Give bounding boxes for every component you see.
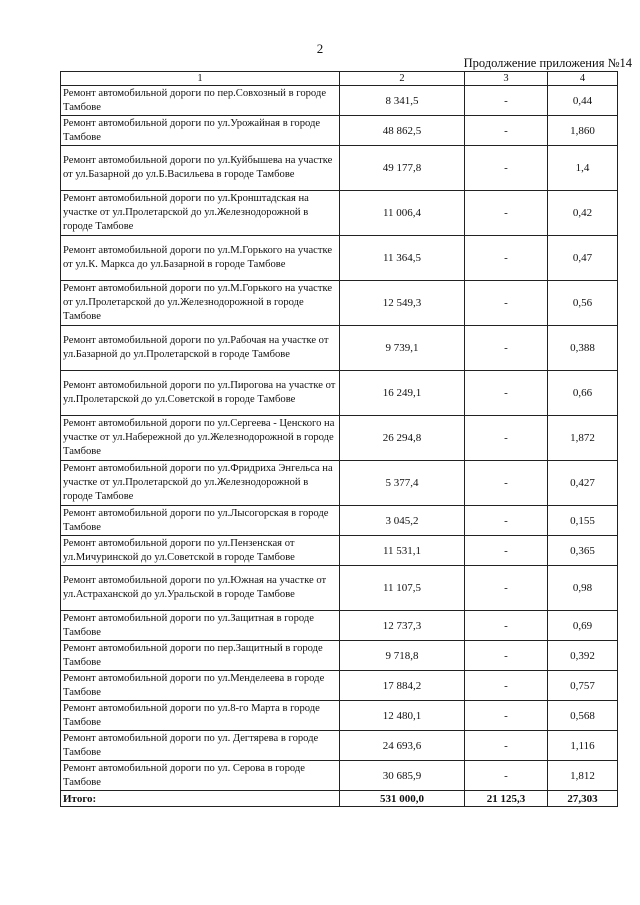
column3-value: -: [465, 191, 548, 236]
column3-value: -: [465, 86, 548, 116]
length-value: 0,568: [548, 701, 618, 731]
table-row: [61, 116, 618, 146]
table-row: [61, 611, 618, 641]
amount-value: 9 739,1: [340, 326, 465, 371]
length-value: 0,365: [548, 536, 618, 566]
work-description: Ремонт автомобильной дороги по ул.Сергеева - Ценского на участке от ул.Набережной до ул.Железнодорожной в городе Тамбове: [61, 416, 340, 461]
amount-value: 11 107,5: [340, 566, 465, 611]
table-row: [61, 566, 618, 611]
length-value: 0,757: [548, 671, 618, 701]
length-value: 1,4: [548, 146, 618, 191]
works-table: [60, 71, 618, 807]
amount-value: 8 341,5: [340, 86, 465, 116]
page-number: 2: [316, 41, 324, 56]
table-row: [61, 641, 618, 671]
total-length: 27,303: [548, 791, 618, 807]
amount-value: 12 549,3: [340, 281, 465, 326]
continuation-caption: Продолжение приложения №14: [463, 56, 632, 70]
column-number: 1: [61, 72, 340, 86]
table-row: [61, 86, 618, 116]
amount-value: 30 685,9: [340, 761, 465, 791]
column3-value: -: [465, 236, 548, 281]
work-description: Ремонт автомобильной дороги по ул.Урожайная в городе Тамбове: [61, 116, 340, 146]
length-value: 1,872: [548, 416, 618, 461]
table-row: [61, 326, 618, 371]
work-description: Ремонт автомобильной дороги по ул. Дегтярева в городе Тамбове: [61, 731, 340, 761]
column3-value: -: [465, 671, 548, 701]
column-number: 2: [340, 72, 465, 86]
work-description: Ремонт автомобильной дороги по ул.8-го Марта в городе Тамбове: [61, 701, 340, 731]
column3-value: -: [465, 416, 548, 461]
column3-value: -: [465, 761, 548, 791]
table-row: [61, 371, 618, 416]
length-value: 1,860: [548, 116, 618, 146]
length-value: 0,98: [548, 566, 618, 611]
total-amount: 531 000,0: [340, 791, 465, 807]
work-description: Ремонт автомобильной дороги по ул.Южная на участке от ул.Астраханской до ул.Уральской в городе Тамбове: [61, 566, 340, 611]
column3-value: -: [465, 701, 548, 731]
table-row: [61, 416, 618, 461]
column3-value: -: [465, 371, 548, 416]
amount-value: 11 531,1: [340, 536, 465, 566]
table-row: [61, 461, 618, 506]
column3-value: -: [465, 566, 548, 611]
amount-value: 24 693,6: [340, 731, 465, 761]
amount-value: 11 006,4: [340, 191, 465, 236]
column3-value: -: [465, 731, 548, 761]
table-row: [61, 536, 618, 566]
amount-value: 12 480,1: [340, 701, 465, 731]
column3-value: -: [465, 146, 548, 191]
length-value: 0,69: [548, 611, 618, 641]
work-description: Ремонт автомобильной дороги по ул. Серова в городе Тамбове: [61, 761, 340, 791]
table-row: [61, 701, 618, 731]
column3-value: -: [465, 506, 548, 536]
amount-value: 5 377,4: [340, 461, 465, 506]
table-row: [61, 731, 618, 761]
work-description: Ремонт автомобильной дороги по пер.Защитный в городе Тамбове: [61, 641, 340, 671]
length-value: 0,427: [548, 461, 618, 506]
length-value: 1,812: [548, 761, 618, 791]
length-value: 0,56: [548, 281, 618, 326]
column-number: 3: [465, 72, 548, 86]
column3-value: -: [465, 461, 548, 506]
work-description: Ремонт автомобильной дороги по ул.Лысогорская в городе Тамбове: [61, 506, 340, 536]
column-number-row: [61, 72, 618, 86]
amount-value: 17 884,2: [340, 671, 465, 701]
amount-value: 49 177,8: [340, 146, 465, 191]
work-description: Ремонт автомобильной дороги по ул.М.Горького на участке от ул.К. Маркса до ул.Базарной в городе Тамбове: [61, 236, 340, 281]
table-row: [61, 506, 618, 536]
work-description: Ремонт автомобильной дороги по ул.М.Горького на участке от ул.Пролетарской до ул.Железнодорожной в городе Тамбове: [61, 281, 340, 326]
work-description: Ремонт автомобильной дороги по ул.Рабочая на участке от ул.Базарной до ул.Пролетарской в городе Тамбове: [61, 326, 340, 371]
total-row: [61, 791, 618, 807]
length-value: 0,392: [548, 641, 618, 671]
table-row: [61, 281, 618, 326]
amount-value: 9 718,8: [340, 641, 465, 671]
work-description: Ремонт автомобильной дороги по ул.Пензенская от ул.Мичуринской до ул.Советской в городе Тамбове: [61, 536, 340, 566]
table-row: [61, 191, 618, 236]
amount-value: 16 249,1: [340, 371, 465, 416]
work-description: Ремонт автомобильной дороги по ул.Пирогова на участке от ул.Пролетарской до ул.Советской в городе Тамбове: [61, 371, 340, 416]
work-description: Ремонт автомобильной дороги по пер.Совхозный в городе Тамбове: [61, 86, 340, 116]
total-column3: 21 125,3: [465, 791, 548, 807]
length-value: 0,155: [548, 506, 618, 536]
amount-value: 48 862,5: [340, 116, 465, 146]
work-description: Ремонт автомобильной дороги по ул.Куйбышева на участке от ул.Базарной до ул.Б.Васильева в городе Тамбове: [61, 146, 340, 191]
column3-value: -: [465, 641, 548, 671]
length-value: 0,42: [548, 191, 618, 236]
column3-value: -: [465, 116, 548, 146]
work-description: Ремонт автомобильной дороги по ул.Защитная в городе Тамбове: [61, 611, 340, 641]
amount-value: 3 045,2: [340, 506, 465, 536]
table-row: [61, 146, 618, 191]
amount-value: 26 294,8: [340, 416, 465, 461]
table-row: [61, 671, 618, 701]
column3-value: -: [465, 611, 548, 641]
length-value: 0,47: [548, 236, 618, 281]
amount-value: 11 364,5: [340, 236, 465, 281]
column3-value: -: [465, 281, 548, 326]
length-value: 0,388: [548, 326, 618, 371]
length-value: 0,44: [548, 86, 618, 116]
column3-value: -: [465, 536, 548, 566]
table-row: [61, 236, 618, 281]
work-description: Ремонт автомобильной дороги по ул.Кронштадская на участке от ул.Пролетарской до ул.Железнодорожной в городе Тамбове: [61, 191, 340, 236]
total-label: Итого:: [61, 791, 340, 807]
column-number: 4: [548, 72, 618, 86]
column3-value: -: [465, 326, 548, 371]
table-row: [61, 761, 618, 791]
length-value: 0,66: [548, 371, 618, 416]
work-description: Ремонт автомобильной дороги по ул.Менделеева в городе Тамбове: [61, 671, 340, 701]
work-description: Ремонт автомобильной дороги по ул.Фридриха Энгельса на участке от ул.Пролетарской до ул.Железнодорожной в городе Тамбове: [61, 461, 340, 506]
length-value: 1,116: [548, 731, 618, 761]
amount-value: 12 737,3: [340, 611, 465, 641]
